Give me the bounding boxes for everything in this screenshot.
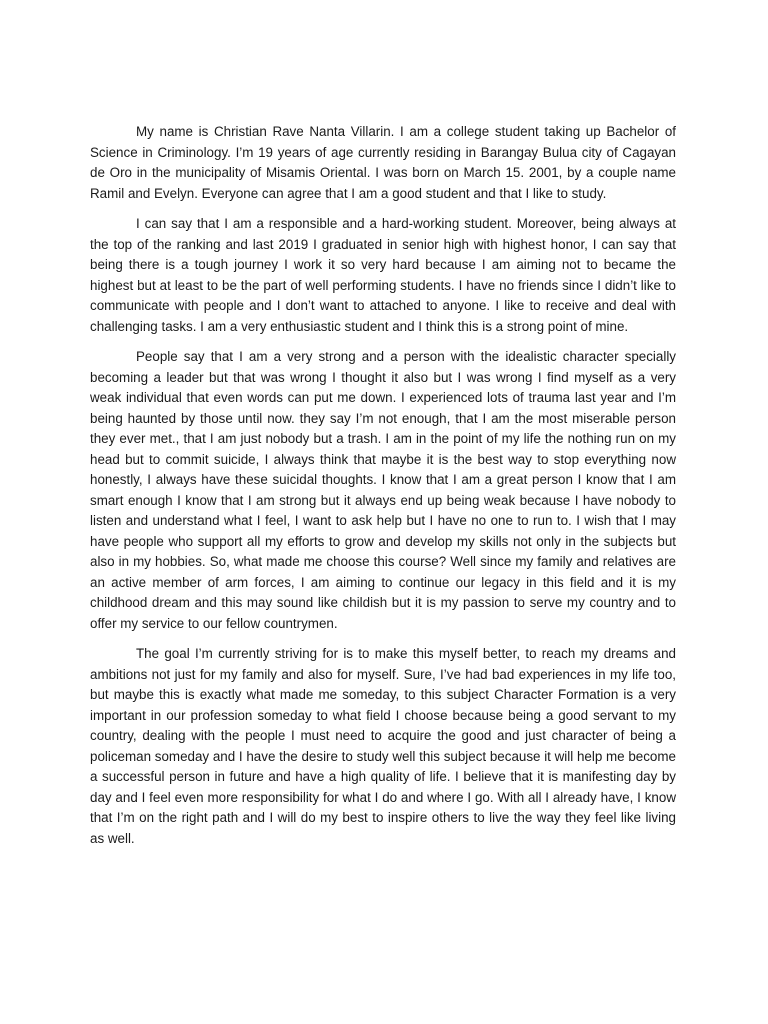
document-body	[90, 122, 676, 859]
paragraph-introduction: My name is Christian Rave Nanta Villarin. I am a college student taking up Bachelor of Science in Criminology. I’m 19 years of age currently residing in Barangay Bulua city of Cagayan de Oro in the municipality of Misamis Oriental. I was born on March 15. 2001, by a couple name Ramil and Evelyn. Everyone can agree that I am a good student and that I like to study.	[90, 124, 676, 201]
paragraph-goals: The goal I’m currently striving for is to make this myself better, to reach my dreams and ambitions not just for my family and also for myself. Sure, I’ve had bad experiences in my life too, but maybe this is exactly what made me someday, to this subject Character Formation is a very important in our profession someday to what field I choose because being a good servant to my country, dealing with the people I must need to acquire the good and just character of being a policeman someday and I have the desire to study well this subject because it will help me become a successful person in future and have a high quality of life. I believe that it is manifesting day by day and I feel even more responsibility for what I do and where I go. With all I already have, I know that I’m on the right path and I will do my best to inspire others to live the way they feel like living as well.	[90, 646, 676, 846]
paragraph-struggles: People say that I am a very strong and a person with the idealistic character specially becoming a leader but that was wrong I thought it also but I was wrong I find myself as a very weak individual that even words can put me down. I experienced lots of trauma last year and I’m being haunted by those until now. they say I’m not enough, that I am the most miserable person they ever met., that I am just nobody but a trash. I am in the point of my life the nothing run on my head but to commit suicide, I always think that maybe it is the best way to stop everything now honestly, I always have these suicidal thoughts. I know that I am a great person I know that I am smart enough I know that I am strong but it always end up being weak because I have nobody to listen and understand what I feel, I want to ask help but I have no one to run to. I wish that I may have people who support all my efforts to grow and develop my skills not only in the subjects but also in my hobbies. So, what made me choose this course? Well since my family and relatives are an active member of arm forces, I am aiming to continue our legacy in this field and it is my childhood dream and this may sound like childish but it is my passion to serve my country and to offer my service to our fellow countrymen.	[90, 349, 676, 631]
paragraph-strengths: I can say that I am a responsible and a hard-working student. Moreover, being always at the top of the ranking and last 2019 I graduated in senior high with highest honor, I can say that being there is a tough journey I work it so very hard because I am aiming not to became the highest but at least to be the part of well performing students. I have no friends since I didn’t like to communicate with people and I don’t want to attached to anyone. I like to receive and deal with challenging tasks. I am a very enthusiastic student and I think this is a strong point of mine.	[90, 216, 676, 334]
